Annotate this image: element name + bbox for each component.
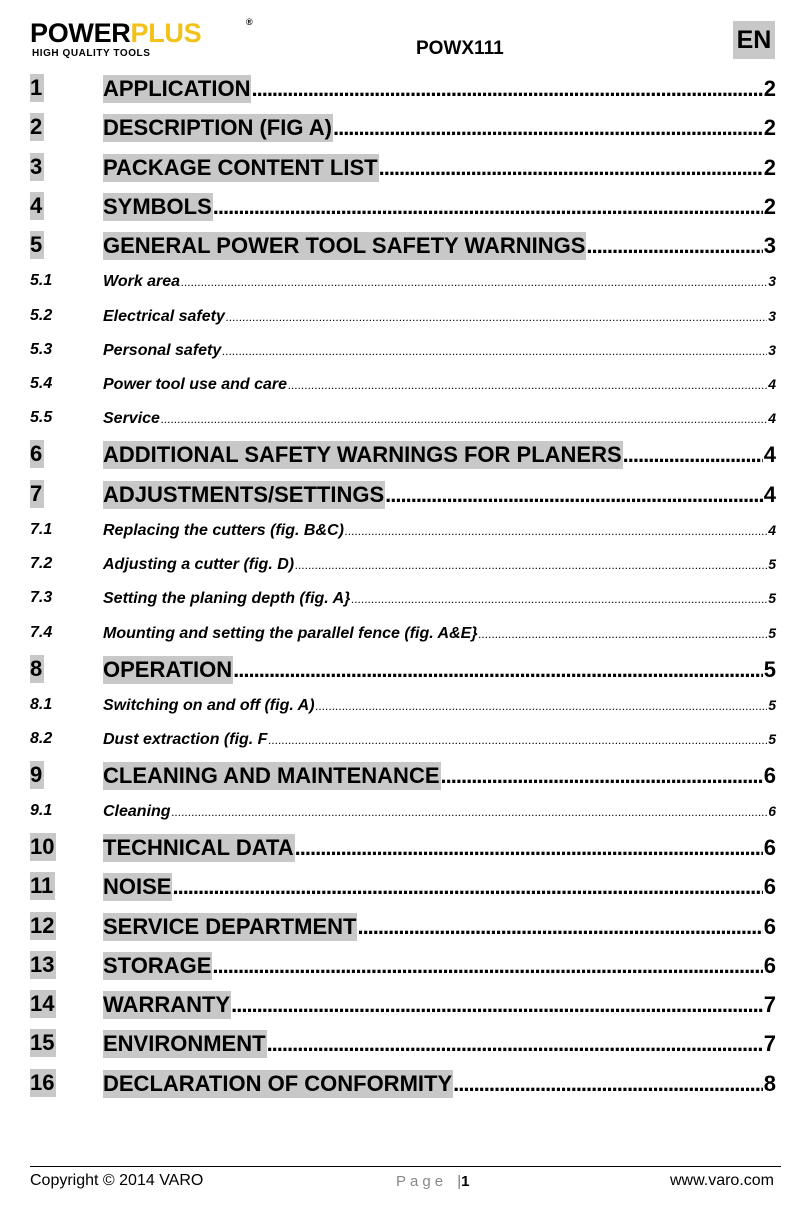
toc-dot-leader [357, 912, 762, 942]
toc-entry[interactable] [30, 587, 776, 609]
toc-entry-page: 2 [763, 193, 776, 219]
toc-entry-page: 4 [763, 481, 776, 507]
toc-dot-leader [161, 408, 767, 430]
logo-tagline: HIGH QUALITY TOOLS [32, 48, 151, 59]
page-indicator [396, 1171, 469, 1193]
toc-entry-title: Electrical safety [103, 307, 225, 325]
toc-entry-line [103, 553, 776, 576]
toc-entry-number: 16 [30, 1069, 55, 1095]
toc-dot-leader [385, 480, 763, 510]
toc-entry-page: 3 [768, 341, 776, 358]
toc-entry[interactable] [30, 872, 776, 902]
toc-entry-page: 4 [763, 442, 776, 468]
toc-entry-page: 4 [768, 376, 776, 393]
toc-entry-page: 7 [763, 992, 776, 1018]
toc-entry-line [103, 833, 776, 863]
registered-mark: ® [246, 17, 253, 27]
toc-entry-line [103, 587, 776, 610]
toc-entry-number: 7 [30, 480, 43, 506]
toc-entry-page: 5 [768, 556, 776, 572]
toc-dot-leader [212, 951, 762, 981]
toc-entry[interactable] [30, 694, 776, 716]
toc-entry-line [103, 305, 776, 328]
toc-entry-title: DECLARATION OF CONFORMITY [103, 1070, 453, 1096]
toc-entry-line [103, 270, 776, 293]
toc-entry-line [103, 622, 776, 645]
toc-entry[interactable] [30, 339, 776, 361]
toc-entry-title: Adjusting a cutter (fig. D) [103, 556, 295, 573]
toc-dot-leader [295, 554, 767, 576]
toc-entry-title: PACKAGE CONTENT LIST [103, 154, 378, 180]
toc-entry-line [103, 231, 776, 261]
toc-entry-number: 11 [30, 873, 54, 899]
toc-entry-title: DESCRIPTION (FIG A) [103, 115, 332, 141]
toc-entry[interactable] [30, 728, 776, 750]
toc-entry-line [103, 113, 776, 143]
toc-entry-title: Power tool use and care [103, 376, 288, 394]
toc-entry-page: 6 [768, 802, 776, 819]
toc-entry-page: 4 [768, 410, 776, 427]
toc-dot-leader [231, 990, 763, 1020]
toc-entry-title: STORAGE [103, 952, 212, 978]
page-label: Page [396, 1173, 448, 1190]
toc-entry-title: ADJUSTMENTS/SETTINGS [103, 481, 385, 507]
toc-entry-number: 1 [30, 75, 43, 100]
toc-dot-leader [379, 153, 763, 183]
logo-wordmark [30, 18, 201, 48]
toc-entry[interactable] [30, 519, 776, 541]
toc-entry-page: 3 [768, 273, 776, 290]
toc-entry-page: 6 [763, 762, 776, 788]
toc-entry-number: 4 [30, 192, 43, 218]
toc-dot-leader [345, 520, 767, 542]
toc-entry[interactable] [30, 951, 776, 981]
toc-entry[interactable] [30, 761, 776, 791]
toc-entry-line [103, 761, 776, 791]
toc-entry-page: 3 [768, 307, 776, 324]
toc-entry[interactable] [30, 373, 776, 395]
toc-entry-line [103, 800, 776, 823]
toc-entry-line [103, 951, 776, 981]
toc-entry-page: 7 [763, 1031, 776, 1057]
toc-entry-page: 6 [763, 834, 776, 860]
toc-entry-number: 6 [30, 441, 43, 467]
toc-dot-leader [233, 655, 763, 685]
page-number: 1 [461, 1173, 470, 1190]
page-header [0, 0, 808, 72]
toc-entry-page: 5 [763, 656, 776, 682]
toc-entry-number: 7.4 [30, 623, 53, 641]
toc-entry[interactable] [30, 1069, 776, 1099]
toc-dot-leader [172, 801, 768, 823]
toc-entry-page: 5 [768, 730, 776, 747]
toc-entry[interactable] [30, 800, 776, 822]
toc-entry-line [103, 694, 776, 717]
toc-entry-line [103, 519, 776, 542]
toc-entry-number: 15 [30, 1030, 55, 1056]
toc-entry-number: 2 [30, 114, 43, 140]
toc-entry-page: 2 [763, 154, 776, 180]
toc-dot-leader [586, 231, 762, 261]
toc-entry-page: 6 [763, 913, 776, 939]
toc-dot-leader [295, 833, 763, 863]
toc-entry[interactable] [30, 153, 776, 183]
toc-entry-number: 5 [30, 232, 43, 258]
toc-entry-number: 5.2 [30, 306, 53, 324]
toc-entry-page: 6 [763, 952, 776, 978]
toc-entry-number: 3 [30, 153, 43, 179]
page-footer [30, 1170, 774, 1192]
toc-entry-number: 8.1 [30, 695, 53, 713]
toc-entry-number: 7.1 [30, 520, 53, 538]
toc-entry-page: 4 [768, 521, 776, 538]
toc-entry-number: 5.1 [30, 272, 53, 290]
toc-entry[interactable] [30, 305, 776, 327]
toc-dot-leader [181, 271, 767, 293]
toc-entry[interactable] [30, 833, 776, 863]
toc-dot-leader [333, 113, 763, 143]
toc-dot-leader [172, 872, 762, 902]
toc-entry-number: 5.5 [30, 409, 53, 427]
website-link[interactable]: www.varo.com [669, 1172, 774, 1189]
toc-entry[interactable] [30, 553, 776, 575]
toc-entry-page: 8 [763, 1070, 776, 1096]
toc-entry-page: 5 [768, 696, 776, 713]
toc-entry-title: Replacing the cutters (fig. B&C) [103, 521, 344, 539]
toc-entry-title: Dust extraction (fig. F [103, 730, 268, 748]
toc-entry-number: 7.3 [30, 589, 53, 607]
toc-entry-number: 14 [30, 991, 55, 1017]
powerplus-logo [30, 18, 252, 58]
toc-entry-page: 6 [763, 874, 776, 900]
toc-entry[interactable] [30, 192, 776, 222]
toc-entry-line [103, 872, 776, 902]
logo-word-plus: PLUS [130, 18, 202, 48]
toc-entry-title: Mounting and setting the parallel fence (fig. A&E} [103, 624, 478, 642]
toc-entry-number: 8 [30, 655, 43, 681]
toc-entry[interactable] [30, 1029, 776, 1059]
toc-entry-line [103, 153, 776, 183]
page-separator: | [457, 1173, 462, 1190]
toc-entry[interactable] [30, 270, 776, 292]
toc-entry-title: NOISE [103, 874, 172, 900]
toc-dot-leader [213, 192, 763, 222]
toc-entry-title: ADDITIONAL SAFETY WARNINGS FOR PLANERS [103, 442, 622, 468]
toc-entry-number: 12 [30, 912, 55, 938]
toc-entry[interactable] [30, 113, 776, 143]
toc-dot-leader [268, 729, 767, 751]
toc-dot-leader [226, 306, 767, 328]
toc-dot-leader [351, 588, 767, 610]
toc-entry-number: 9 [30, 761, 43, 787]
toc-entry-line [103, 1029, 776, 1059]
toc-entry-title: APPLICATION [103, 76, 251, 101]
toc-entry-line [103, 655, 776, 685]
toc-entry-title: SYMBOLS [103, 193, 212, 219]
toc-entry[interactable] [30, 480, 776, 510]
toc-entry-line [103, 480, 776, 510]
toc-entry[interactable] [30, 912, 776, 942]
toc-entry-title: OPERATION [103, 656, 233, 682]
toc-entry-title: Personal safety [103, 341, 222, 359]
toc-entry-title: Service [103, 410, 160, 428]
toc-entry-number: 5.3 [30, 340, 53, 358]
toc-dot-leader [623, 440, 763, 470]
toc-entry-page: 5 [768, 590, 776, 607]
toc-entry-title: Work area [103, 273, 181, 291]
footer-divider [30, 1166, 781, 1167]
toc-entry[interactable] [30, 407, 776, 429]
toc-entry-number: 9.1 [30, 801, 53, 819]
toc-entry-number: 10 [30, 833, 55, 859]
toc-entry-line [103, 339, 776, 362]
toc-dot-leader [251, 74, 762, 104]
toc-entry-title: ENVIRONMENT [103, 1031, 266, 1057]
toc-entry-page: 2 [763, 76, 776, 101]
toc-entry-title: Setting the planing depth (fig. A} [103, 590, 351, 608]
toc-entry-line [103, 440, 776, 470]
toc-entry-line [103, 912, 776, 942]
toc-entry[interactable] [30, 440, 776, 470]
toc-entry-number: 5.4 [30, 375, 53, 393]
toc-entry-line [103, 407, 776, 430]
toc-entry-title: Switching on and off (fig. A) [103, 696, 315, 714]
toc-entry-page: 3 [763, 233, 776, 259]
toc-entry[interactable] [30, 74, 776, 104]
toc-entry-line [103, 1069, 776, 1099]
toc-dot-leader [316, 695, 768, 717]
toc-entry-title: GENERAL POWER TOOL SAFETY WARNINGS [103, 233, 586, 259]
toc-entry-title: WARRANTY [103, 992, 231, 1018]
toc-entry-page: 2 [763, 115, 776, 141]
toc-entry-title: CLEANING AND MAINTENANCE [103, 762, 440, 788]
toc-entry-number: 8.2 [30, 729, 53, 747]
toc-entry-page: 5 [768, 624, 776, 641]
toc-entry-number: 7.2 [30, 555, 53, 572]
toc-dot-leader [288, 374, 767, 396]
toc-entry-line [103, 74, 776, 104]
toc-entry[interactable] [30, 655, 776, 685]
toc-entry-title: SERVICE DEPARTMENT [103, 913, 357, 939]
copyright-text: Copyright © 2014 VARO [30, 1172, 204, 1189]
toc-entry-line [103, 192, 776, 222]
toc-entry[interactable] [30, 990, 776, 1020]
toc-entry-line [103, 373, 776, 396]
toc-dot-leader [222, 340, 767, 362]
toc-dot-leader [441, 761, 763, 791]
toc-entry-line [103, 990, 776, 1020]
toc-entry-line [103, 728, 776, 751]
model-number: POWX111 [416, 38, 504, 59]
toc-entry[interactable] [30, 622, 776, 644]
toc-entry-title: Cleaning [103, 802, 171, 820]
toc-entry-number: 13 [30, 951, 55, 977]
language-badge: EN [733, 21, 775, 59]
logo-word-power: POWER [30, 18, 131, 48]
toc-entry-title: TECHNICAL DATA [103, 834, 294, 860]
toc-dot-leader [479, 623, 768, 645]
toc-entry[interactable] [30, 231, 776, 261]
toc-dot-leader [267, 1029, 763, 1059]
toc-dot-leader [453, 1069, 763, 1099]
